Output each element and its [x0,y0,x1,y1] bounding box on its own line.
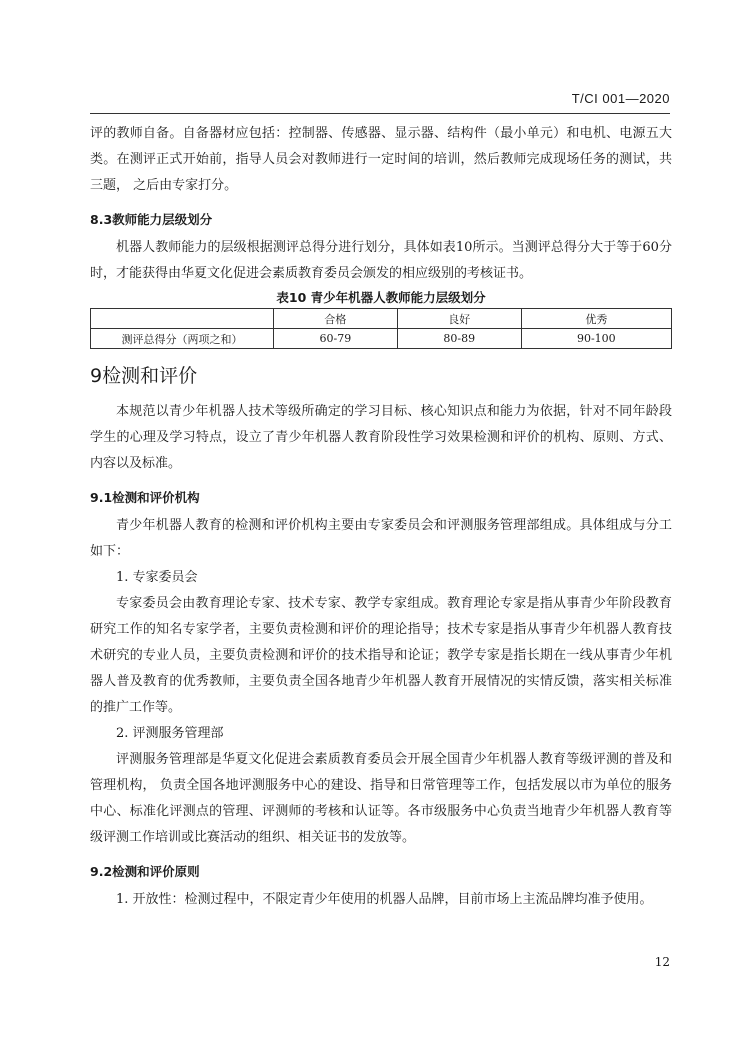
ability-level-table [90,308,672,349]
section-9-1-heading: 9.1检测和评价机构 [90,490,200,505]
expert-committee-title: 1. 专家委员会 [116,570,198,585]
section-9-2-heading: 9.2检测和评价原则 [90,864,200,879]
header-rule [90,113,670,114]
table-cell: 测评总得分（两项之和） [91,329,274,349]
table-cell: 90-100 [521,329,671,349]
table-header-cell [91,309,274,329]
table-10-caption: 表10 青少年机器人教师能力层级划分 [276,290,486,305]
table-header-cell: 良好 [397,309,521,329]
document-code: T/CI 001—2020 [571,91,670,106]
table-row [91,329,672,349]
expert-committee-body: 专家委员会由教育理论专家、技术专家、教学专家组成。教育理论专家是指从事青少年阶段教育研究工作的知名专家学者，主要负责检测和评价的理论指导；技术专家是指从事青少年机器人教育技术研究的专业人员，主要负责检测和评价的技术指导和论证；教学专家是指长期在一线从事青少年机器人普及教育的优秀教师，主要负责全国各地青少年机器人教育开展情况的实情反馈，落实相关标准的推广工作等。 [90,596,672,715]
assessment-dept-body: 评测服务管理部是华夏文化促进会素质教育委员会开展全国青少年机器人教育等级评测的普及和管理机构， 负责全国各地评测服务中心的建设、指导和日常管理等工作，包括发展以市为单位的服务中心、标准化评测点的管理、评测师的考核和认证等。各市级服务中心负责当地青少年机器人教育等级评测工作培训或比赛活动的组织、相关证书的发放等。 [90,752,672,845]
section-9-paragraph: 本规范以青少年机器人技术等级所确定的学习目标、核心知识点和能力为依据，针对不同年龄段学生的心理及学习特点，设立了青少年机器人教育阶段性学习效果检测和评价的机构、原则、方式、内容以及标准。 [90,404,672,471]
page-content [90,121,672,913]
section-8-3-heading: 8.3教师能力层级划分 [90,212,213,227]
section-9-1-intro: 青少年机器人教育的检测和评价机构主要由专家委员会和评测服务管理部组成。具体组成与分工如下： [90,518,672,559]
table-cell: 80-89 [397,329,521,349]
continued-paragraph: 评的教师自备。自备器材应包括：控制器、传感器、显示器、结构件（最小单元）和电机、电源五大类。在测评正式开始前，指导人员会对教师进行一定时间的培训，然后教师完成现场任务的测试，共三题， 之后由专家打分。 [90,126,672,193]
section-9-heading: 9检测和评价 [90,365,198,387]
table-header-cell: 合格 [274,309,398,329]
assessment-dept-title: 2. 评测服务管理部 [116,726,224,741]
section-8-3-paragraph: 机器人教师能力的层级根据测评总得分进行划分，具体如表10所示。当测评总得分大于等于60分时，才能获得由华夏文化促进会素质教育委员会颁发的相应级别的考核证书。 [90,240,672,281]
openness-principle: 1. 开放性：检测过程中，不限定青少年使用的机器人品牌，目前市场上主流品牌均准予使用。 [116,892,653,907]
table-header-row [91,309,672,329]
table-cell: 60-79 [274,329,398,349]
table-header-cell: 优秀 [521,309,671,329]
page-number: 12 [654,955,670,969]
